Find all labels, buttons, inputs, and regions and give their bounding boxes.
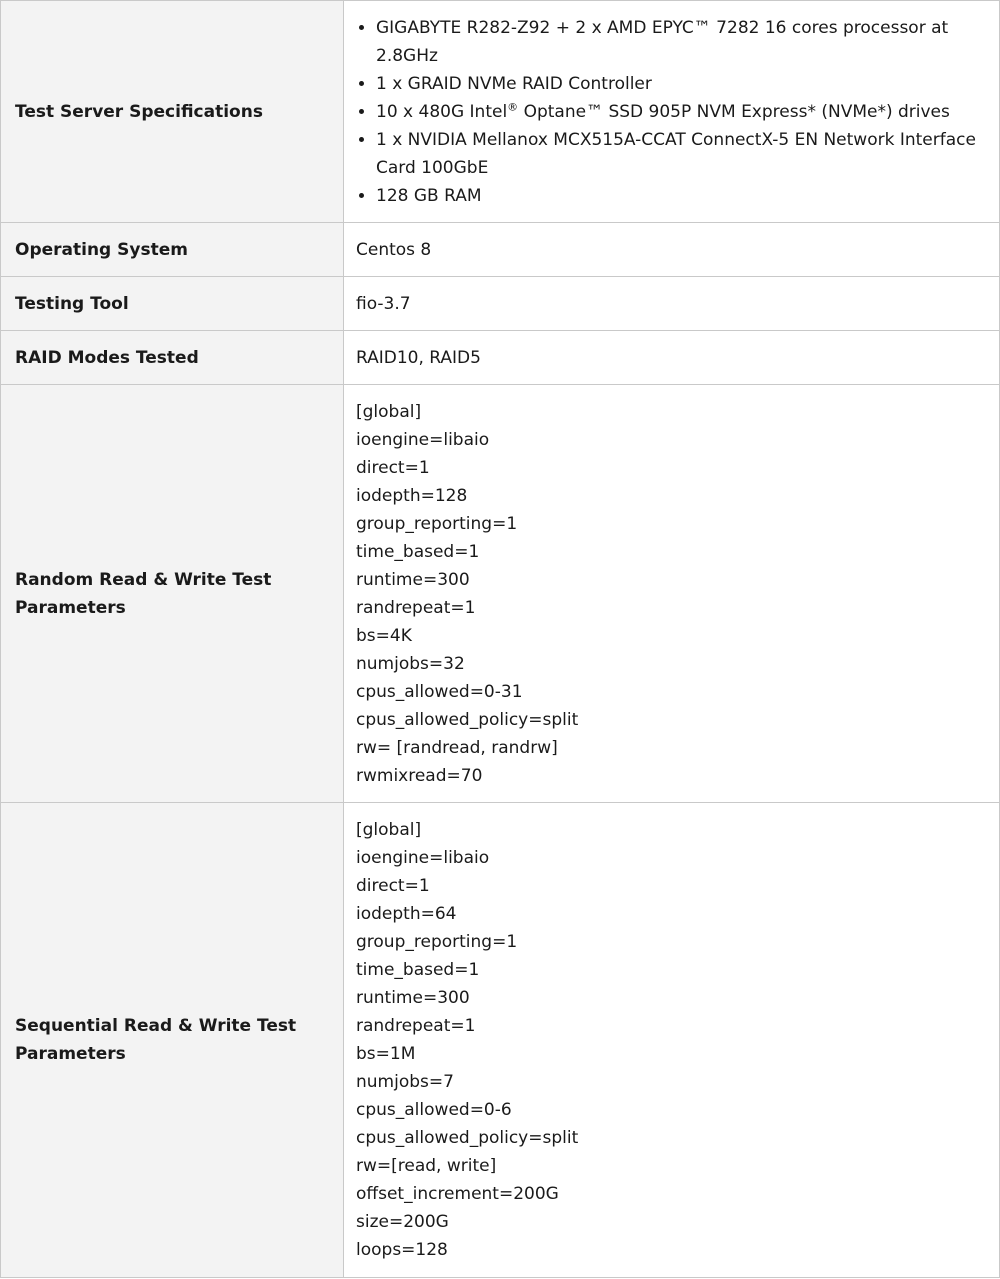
table-row <box>1 223 1000 277</box>
row-value: RAID10, RAID5 <box>344 331 1000 385</box>
row-value: Centos 8 <box>344 223 1000 277</box>
list-item: • GIGABYTE R282-Z92 + 2 x AMD EPYC™ 7282 16 cores processor at 2.8GHz <box>376 14 987 70</box>
row-label: Sequential Read & Write Test Parameters <box>1 803 344 1278</box>
param-line: numjobs=7 <box>356 1072 454 1092</box>
param-line: iodepth=64 <box>356 904 457 924</box>
row-label: Random Read & Write Test Parameters <box>1 385 344 803</box>
list-item: • 1 x NVIDIA Mellanox MCX515A-CCAT ConnectX-5 EN Network Interface Card 100GbE <box>376 126 987 182</box>
row-label: Testing Tool <box>1 277 344 331</box>
param-line: runtime=300 <box>356 988 470 1008</box>
param-line: [global] <box>356 401 422 422</box>
row-value <box>344 385 1000 803</box>
param-line: size=200G <box>356 1212 449 1232</box>
param-line: randrepeat=1 <box>356 597 476 618</box>
param-line: rw=[read, write] <box>356 1156 497 1176</box>
param-line: [global] <box>356 820 422 840</box>
param-line: runtime=300 <box>356 569 470 590</box>
param-line: rw= [randread, randrw] <box>356 737 558 758</box>
row-label: Test Server Specifications <box>1 1 344 223</box>
param-line: rwmixread=70 <box>356 765 483 786</box>
param-line: randrepeat=1 <box>356 1016 476 1036</box>
param-line: group_reporting=1 <box>356 932 518 952</box>
table-row <box>1 331 1000 385</box>
param-line: bs=4K <box>356 625 412 646</box>
param-line: direct=1 <box>356 876 430 896</box>
spec-list <box>356 14 987 210</box>
param-line: cpus_allowed=0-6 <box>356 1100 512 1120</box>
param-line: cpus_allowed_policy=split <box>356 709 579 730</box>
param-line: cpus_allowed_policy=split <box>356 1128 579 1148</box>
param-line: time_based=1 <box>356 960 480 980</box>
row-value <box>344 803 1000 1278</box>
param-line: ioengine=libaio <box>356 848 490 868</box>
table-row <box>1 1 1000 223</box>
row-value <box>344 1 1000 223</box>
row-label: Operating System <box>1 223 344 277</box>
param-line: loops=128 <box>356 1240 448 1260</box>
param-line: time_based=1 <box>356 541 480 562</box>
param-line: group_reporting=1 <box>356 513 518 534</box>
list-item: • 1 x GRAID NVMe RAID Controller <box>376 70 987 98</box>
table-row <box>1 803 1000 1278</box>
param-line: cpus_allowed=0-31 <box>356 681 523 702</box>
param-line: offset_increment=200G <box>356 1184 559 1204</box>
list-item: • 10 x 480G Intel® Optane™ SSD 905P NVM Express* (NVMe*) drives <box>376 98 987 126</box>
param-line: direct=1 <box>356 457 430 478</box>
table-row <box>1 277 1000 331</box>
param-line: iodepth=128 <box>356 485 468 506</box>
param-line: bs=1M <box>356 1044 416 1064</box>
param-line: numjobs=32 <box>356 653 465 674</box>
row-value: fio-3.7 <box>344 277 1000 331</box>
row-label: RAID Modes Tested <box>1 331 344 385</box>
table-row <box>1 385 1000 803</box>
param-line: ioengine=libaio <box>356 429 490 450</box>
list-item: • 128 GB RAM <box>376 182 987 210</box>
